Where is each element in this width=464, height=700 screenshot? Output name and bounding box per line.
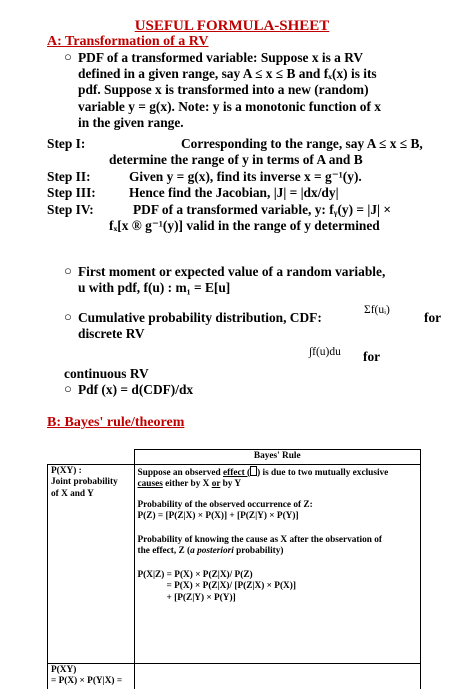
causes-text: either by X [162,479,212,489]
table-row [48,464,421,663]
bullet-pdf-transformed [64,49,458,131]
bullet1-line-5: in the given range. [78,114,184,130]
joint-cond-line-2: = P(X) × P(Y|X) = [51,676,123,686]
cdf-line-1 [78,304,458,326]
cdf-for-continuous: for [363,349,381,364]
transformation-steps [47,136,447,234]
step-row [47,185,447,201]
bullet2-line-2: u with pdf, f(u) : m₁ = E[u] [78,280,231,296]
step-label: Step IV: [47,201,94,217]
bullet2-line-1: First moment or expected value of a random variable, [78,264,386,279]
prob-know-line-2 [138,546,418,558]
posterior-formula-3: + [P(Z|Y) × P(Y)] [166,592,236,603]
table-row [48,450,421,465]
bayes-explanation-cell [134,464,421,663]
bayes-rule-table [47,449,421,689]
table-row [48,663,421,689]
bullet1-line-1: PDF of a transformed variable: Suppose x is a RV [78,50,364,65]
step-label: Step III: [47,185,96,201]
bullet-dot: ○ [64,263,72,278]
pdf-derivative-text: Pdf (x) = d(CDF)/dx [78,382,194,397]
step-text: determine the range of y in terms of A and B [109,152,363,168]
bullet1-line-4: variable y = g(x). Note: y is a monotonic function of x [78,98,381,114]
prob-know-text: the effect, Z ( [137,546,191,556]
table-empty-cell [48,450,135,465]
intro-text: ) is due to two mutually exclusive [257,467,389,478]
prob-know-line-1: Probability of knowing the cause as X after the observation of [137,534,382,545]
bayes-causes [138,479,418,491]
step-row [47,202,447,218]
joint-probability-cell [48,464,135,663]
posterior-formula-1: P(X|Z) = P(X) × P(Z|X)/ P(Z) [137,569,253,580]
step-row [47,218,447,234]
intro-text: Suppose an observed [137,467,224,478]
a-posteriori-term: a posteriori [190,546,234,556]
bullet1-line-2: defined in a given range, say A ≤ x ≤ B and fₓ(x) is its [78,66,377,82]
bullet1-line-3: pdf. Suppose x is transformed into a new (random) [78,82,369,98]
joint-conditional-cell [48,663,135,689]
or-term: or [211,479,221,489]
step-text: Given y = g(x), find its inverse x = g⁻¹(y). [129,168,362,184]
posterior-formula-2: = P(X) × P(Z|X)/ [P(Z|X) × P(X)] [166,581,296,591]
bullet-dot: ○ [64,49,72,64]
table-empty-cell [134,663,421,689]
step-text: fₓ[x ® g⁻¹(y)] valid in the range of y determined [109,217,380,233]
joint-line-3: of X and Y [51,488,94,499]
step-row [47,152,447,168]
cdf-text: Cumulative probability distribution, CDF: [78,310,322,325]
step-row [47,169,447,185]
bullet-pdf-derivative [64,381,194,398]
joint-line-1: P(XY) : [51,465,82,476]
step-text: Hence find the Jacobian, |J| = |dx/dy| [129,185,339,201]
cdf-sum-expression: Σf(uᵢ) [364,304,390,316]
page-title: USEFUL FORMULA-SHEET [134,18,330,34]
step-label: Step I: [47,136,86,151]
step-text: Corresponding to the range, say A ≤ x ≤ B, [181,136,423,151]
bayes-intro [138,466,418,480]
cdf-integral-expression: ∫f(u)du [309,346,341,358]
step-label: Step II: [47,168,91,184]
cdf-discrete-label: discrete RV [78,326,145,341]
causes-text: by Y [220,479,242,489]
section-a-heading: A: Transformation of a RV [47,34,209,49]
step-row [47,136,447,152]
prob-z-formula: P(Z) = [P(Z|X) × P(X)] + [P(Z|Y) × P(Y)] [137,511,299,521]
effect-term: effect ( [223,467,251,478]
bullet-dot: ○ [64,381,72,396]
bayes-header: Bayes' Rule [134,450,421,465]
joint-cond-line-1: P(XY) [51,664,77,675]
section-b-heading: B: Bayes' rule/theorem [47,415,185,430]
step-text: PDF of a transformed variable, y: fᵧ(y) = |J| × [133,201,391,217]
bullet-cdf [64,304,458,342]
prob-know-text: probability) [233,546,284,556]
cdf-for-discrete: for [424,310,442,325]
bullet-dot: ○ [64,309,72,324]
joint-line-2: Joint probability [51,477,118,487]
bullet-first-moment [64,263,458,296]
causes-term: causes [137,479,163,489]
cdf-continuous-label: continuous RV [64,366,149,381]
prob-z-title: Probability of the observed occurrence of Z: [137,499,313,510]
